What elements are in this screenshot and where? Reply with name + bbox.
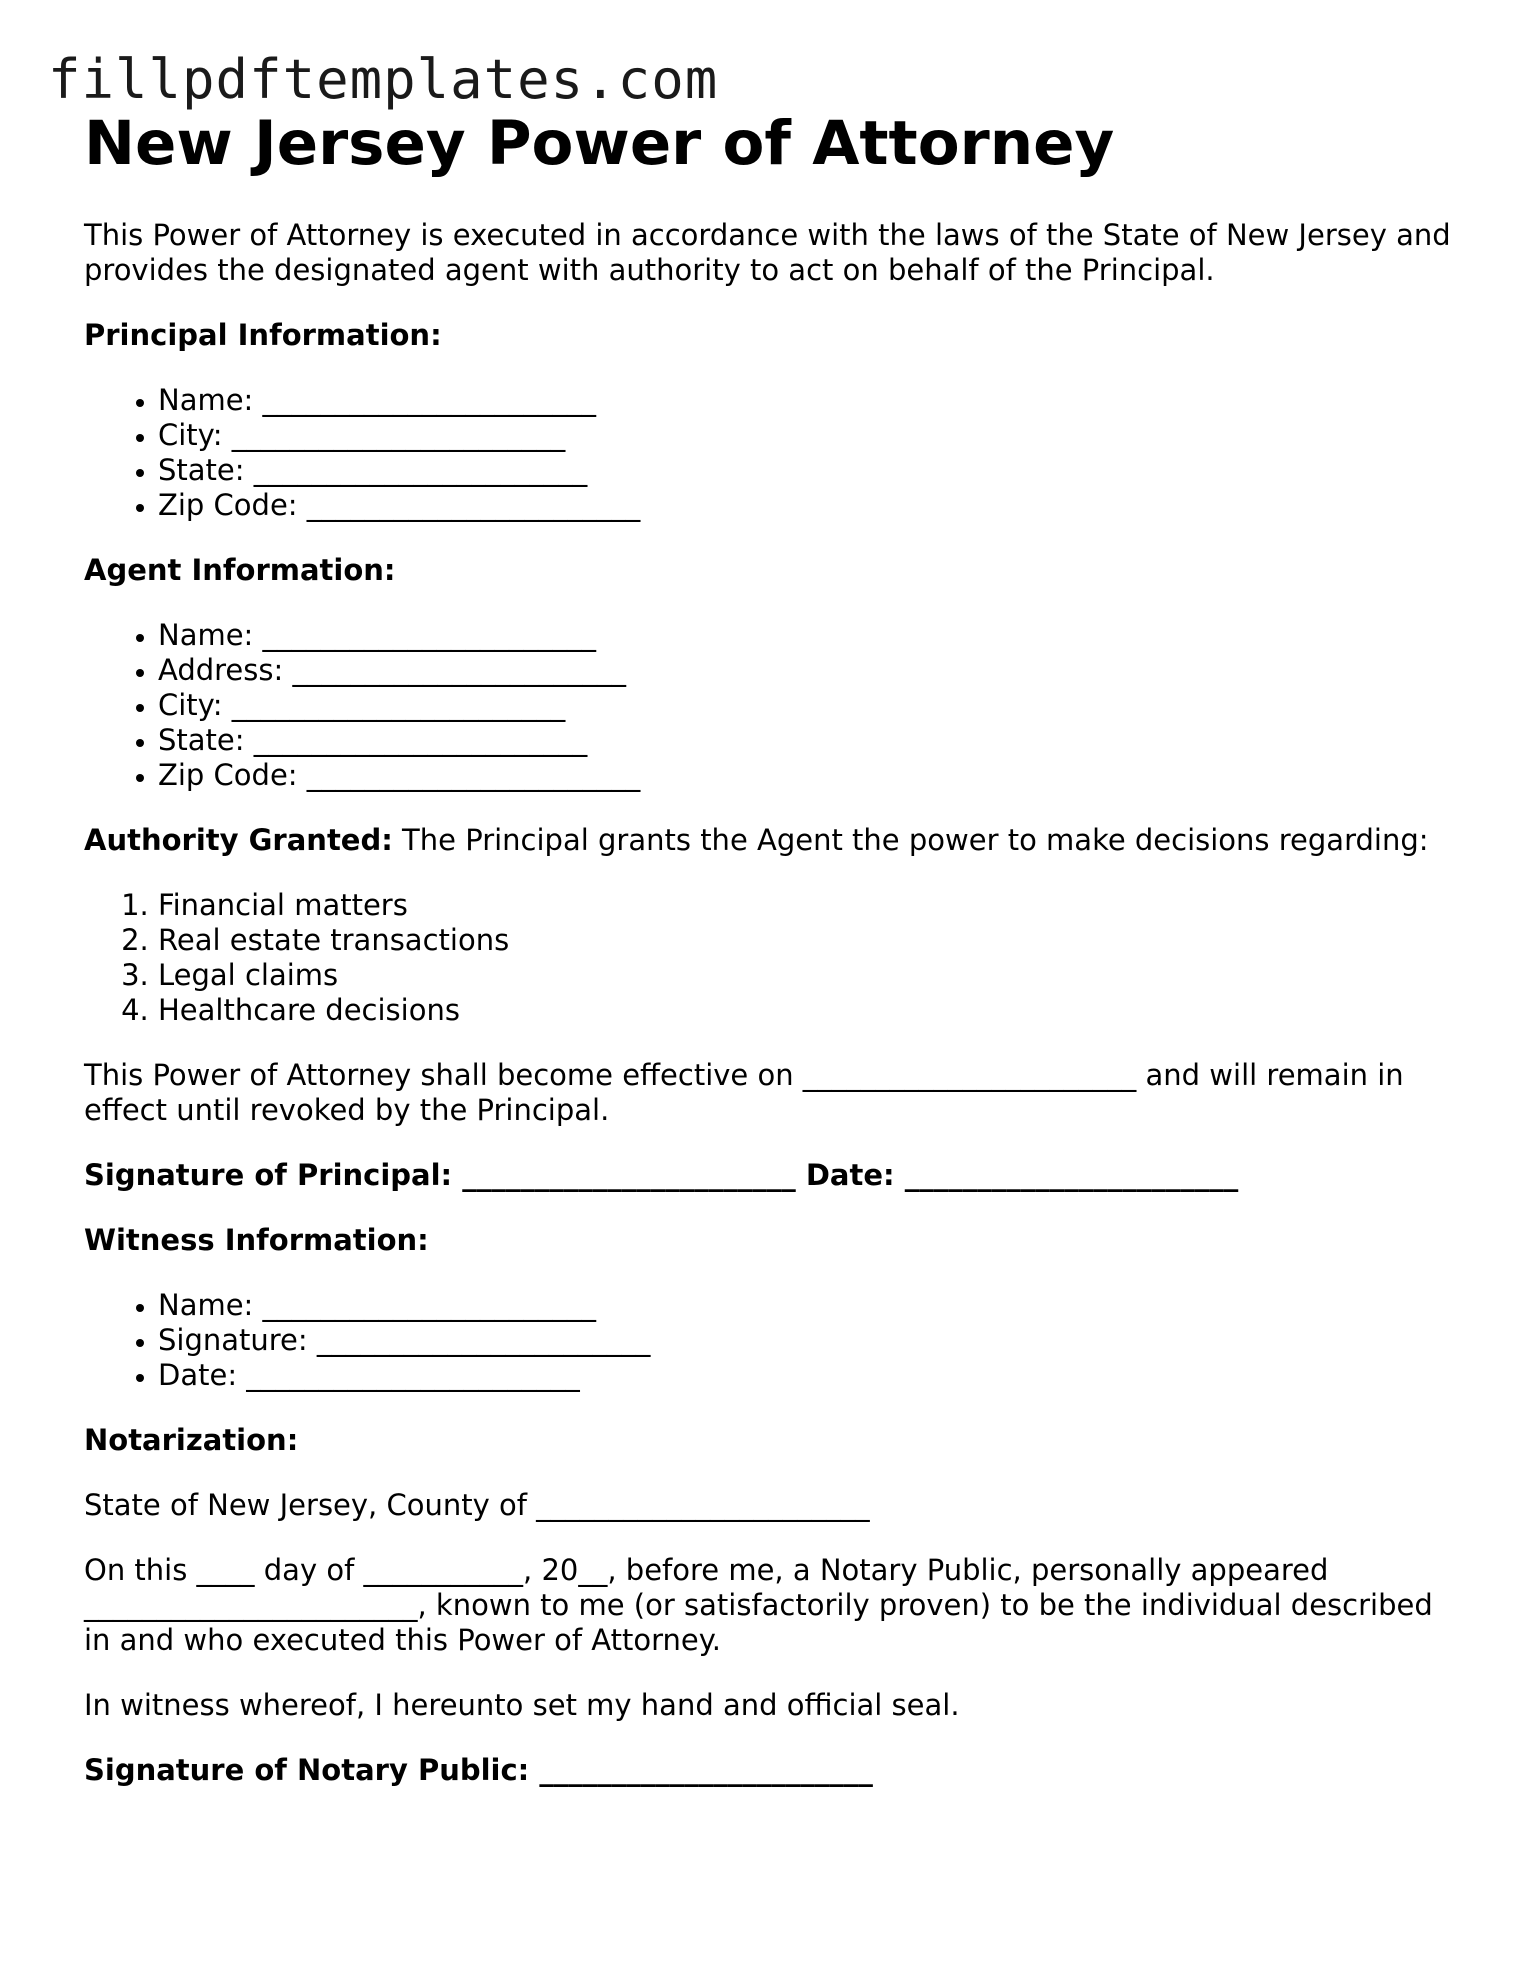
agent-heading: Agent Information: xyxy=(84,553,396,587)
notarization-heading: Notarization: xyxy=(84,1423,299,1457)
principal-state-field: • State: _______________________ xyxy=(158,453,1464,488)
authority-paragraph xyxy=(84,823,1464,858)
document-title: New Jersey Power of Attorney xyxy=(84,108,1115,179)
authority-heading: Authority Granted: xyxy=(84,823,393,857)
principal-zip-field: • Zip Code: _______________________ xyxy=(158,488,1464,523)
principal-signature-label: Signature of Principal: _______________________ xyxy=(84,1158,796,1192)
authority-items-list xyxy=(84,888,1464,1028)
agent-city-field: • City: _______________________ xyxy=(158,688,1464,723)
witness-signature-field: • Signature: _______________________ xyxy=(158,1323,1464,1358)
witness-date-field: • Date: _______________________ xyxy=(158,1358,1464,1393)
authority-item-financial: 1. Financial matters xyxy=(158,888,1464,923)
agent-address-field: • Address: _______________________ xyxy=(158,653,1464,688)
agent-name-field: • Name: _______________________ xyxy=(158,618,1464,653)
witness-fields-list xyxy=(84,1288,1464,1393)
witness-name-field: • Name: _______________________ xyxy=(158,1288,1464,1323)
notary-signature-line: Signature of Notary Public: _______________________ xyxy=(84,1753,873,1787)
authority-text: The Principal grants the Agent the power to make decisions regarding: xyxy=(392,823,1429,857)
principal-fields-list xyxy=(84,383,1464,523)
authority-item-legal: 3. Legal claims xyxy=(158,958,1464,993)
agent-zip-field: • Zip Code: _______________________ xyxy=(158,758,1464,793)
witness-heading: Witness Information: xyxy=(84,1223,429,1257)
principal-name-field: • Name: _______________________ xyxy=(158,383,1464,418)
effective-date-paragraph: This Power of Attorney shall become effective on _______________________ and will remain in effect until revoked by the Principal. xyxy=(84,1058,1404,1127)
notarization-county: State of New Jersey, County of _______________________ xyxy=(84,1488,870,1522)
agent-state-field: • State: _______________________ xyxy=(158,723,1464,758)
intro-paragraph: This Power of Attorney is executed in accordance with the laws of the State of New Jersey and provides the designated agent with authority to act on behalf of the Principal. xyxy=(84,218,1451,287)
notarization-witness-whereof: In witness whereof, I hereunto set my hand and official seal. xyxy=(84,1688,960,1722)
document-body xyxy=(84,218,1464,1818)
principal-signature-date: Date: _______________________ xyxy=(795,1158,1239,1192)
notarization-appearance: On this ____ day of ___________, 20__, before me, a Notary Public, personally appeared _______________________, known to me (or satisfactorily proven) to be the individual described in and who executed this Power of Attorney. xyxy=(84,1553,1433,1657)
agent-fields-list xyxy=(84,618,1464,793)
watermark-text: fillpdftemplates.com xyxy=(48,48,719,111)
principal-city-field: • City: _______________________ xyxy=(158,418,1464,453)
authority-item-real-estate: 2. Real estate transactions xyxy=(158,923,1464,958)
authority-item-healthcare: 4. Healthcare decisions xyxy=(158,993,1464,1028)
principal-signature-line xyxy=(84,1158,1464,1193)
principal-heading: Principal Information: xyxy=(84,318,442,352)
